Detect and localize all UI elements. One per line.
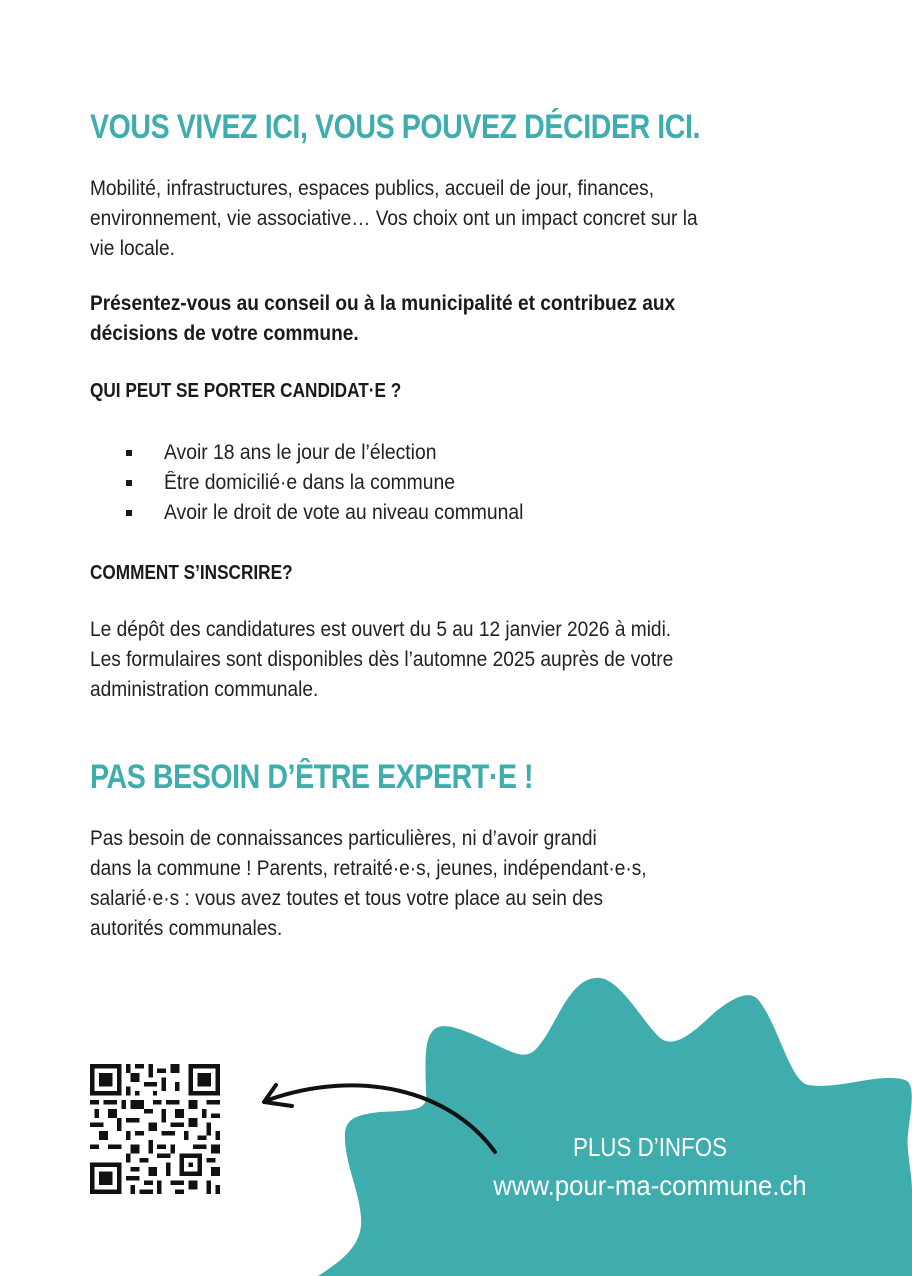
intro-line-3: vie locale. — [90, 237, 175, 260]
bullet-icon — [126, 450, 132, 456]
expert-line-1: Pas besoin de connaissances particulières, ni d’avoir grandi — [90, 827, 597, 850]
intro-line-2: environnement, vie associative… Vos choix ont un impact concret sur la — [90, 207, 698, 230]
registration-line-2: Les formulaires sont disponibles dès l’automne 2025 auprès de votre — [90, 648, 674, 671]
main-heading: VOUS VIVEZ ICI, VOUS POUVEZ DÉCIDER ICI. — [90, 108, 701, 146]
registration-line-3: administration communale. — [90, 678, 319, 701]
bullet-icon — [126, 480, 132, 486]
expert-line-2: dans la commune ! Parents, retraité·e·s, jeunes, indépendant·e·s, — [90, 857, 647, 880]
flyer-page: VOUS VIVEZ ICI, VOUS POUVEZ DÉCIDER ICI. Mobilité, infrastructures, espaces publics, accueil de jour, finances, environnement, vie associative… Vos choix ont un impact concret sur la vie locale. Présentez-vous au conseil ou à la municipalité et contribuez aux décisions de votre commune. QUI PEUT SE PORTER CANDIDAT·E ? Avoir 18 ans le jour de l’élection Être domicilié·e dans la commune Avoir le droit de vote au niveau communal COMMENT S’INSCRIRE? Le dépôt des candidatures est ouvert du 5 au 12 janvier 2026 à midi. Les formulaires sont disponibles dès l’automne 2025 auprès de votre administration communale. PAS BESOIN D’ÊTRE EXPERT·E ! Pas besoin de connaissances particulières, ni d’avoir grandi dans la commune ! Parents, retraité·e·s, jeunes, indépendant·e·s, salarié·e·s : vous avez toutes et tous votre place au sein des autorités communales. PLUS D’INFOS www.pour-ma-commune.ch — [0, 0, 912, 1276]
expert-line-4: autorités communales. — [90, 917, 283, 940]
more-info-block — [440, 1132, 860, 1204]
eligibility-heading: QUI PEUT SE PORTER CANDIDAT·E ? — [90, 380, 402, 402]
more-info-label: PLUS D’INFOS — [572, 1132, 728, 1162]
expert-line-3: salarié·e·s : vous avez toutes et tous votre place au sein des — [90, 887, 604, 910]
call-to-action-line-2: décisions de votre commune. — [90, 322, 359, 345]
website-link[interactable]: www.pour-ma-commune.ch — [493, 1170, 807, 1201]
bullet-icon — [126, 510, 132, 516]
expert-heading: PAS BESOIN D’ÊTRE EXPERT·E ! — [90, 758, 534, 796]
registration-line-1: Le dépôt des candidatures est ouvert du 5 au 12 janvier 2026 à midi. — [90, 618, 672, 641]
registration-heading: COMMENT S’INSCRIRE? — [90, 562, 293, 584]
intro-line-1: Mobilité, infrastructures, espaces publics, accueil de jour, finances, — [90, 177, 655, 200]
call-to-action-line-1: Présentez-vous au conseil ou à la municipalité et contribuez aux — [90, 292, 676, 315]
qr-code-icon[interactable] — [90, 1064, 220, 1194]
